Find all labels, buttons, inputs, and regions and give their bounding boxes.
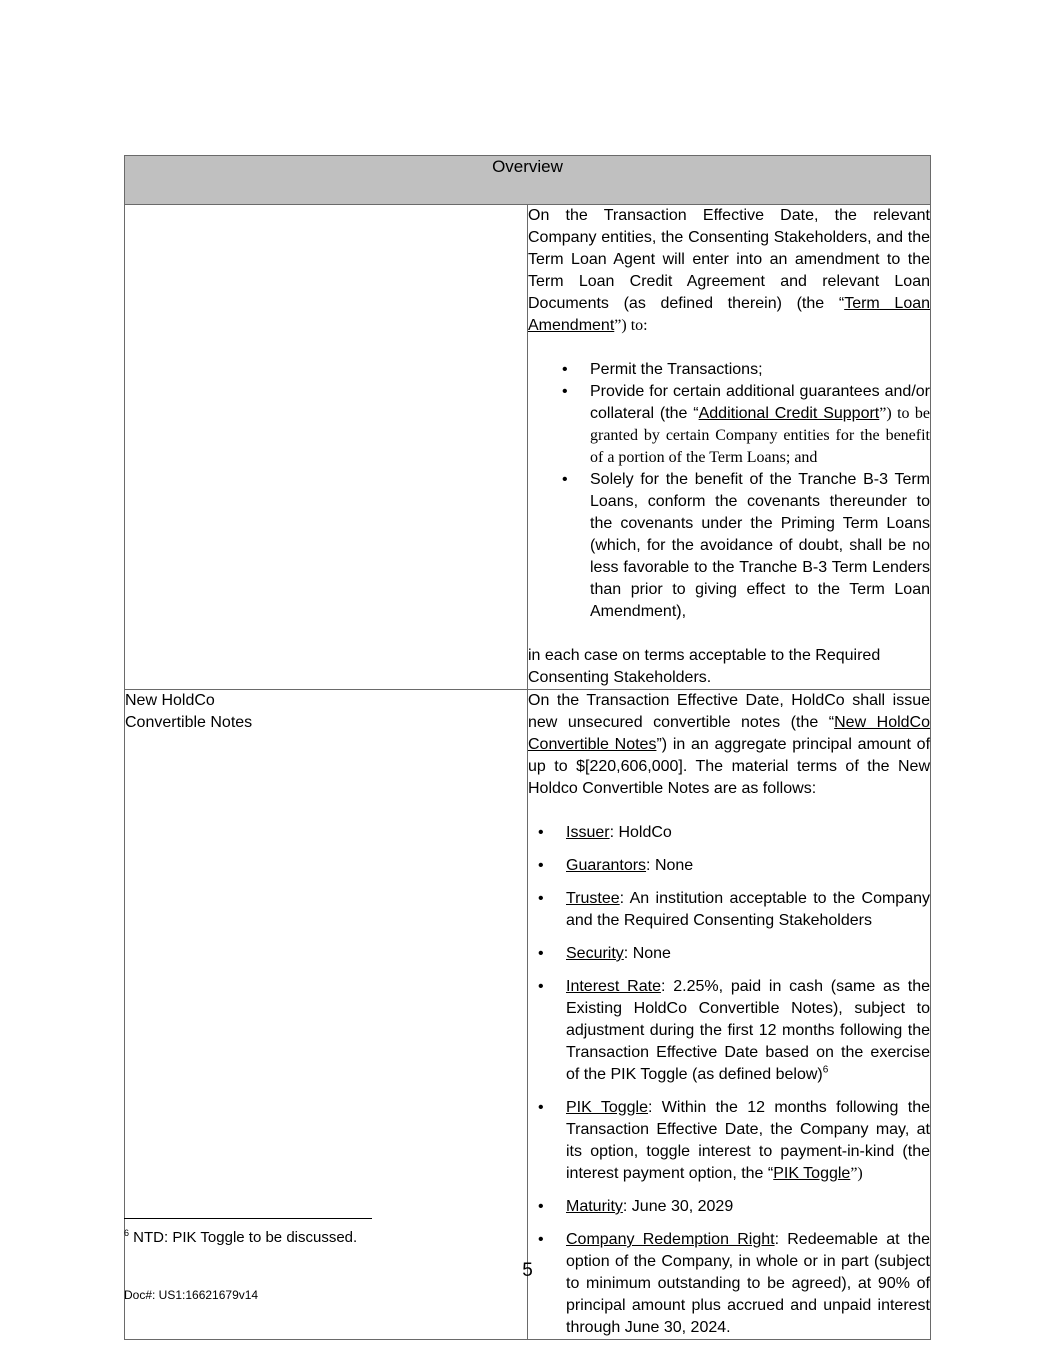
- row-content-new-holdco-convertible-notes: [528, 690, 931, 1340]
- term-loan-closing: in each case on terms acceptable to the Required Consenting Stakeholders.: [528, 647, 881, 686]
- row-label-line: Convertible Notes: [125, 714, 253, 731]
- list-item-text: Solely for the benefit of the Tranche B-3 Term Loans, conform the covenants thereunder to the covenants under the Priming Term Loans (which, for the avoidance of doubt, shall be no less favorable to the Tranche B-3 Term Lenders than prior to giving effect to the Term Loan Amendment),: [590, 471, 930, 620]
- footnote-reference[interactable]: 6: [822, 1064, 829, 1076]
- intro-text: On the Transaction Effective Date, HoldCo shall issue new unsecured convertible notes (the “: [528, 692, 930, 731]
- bullet-icon: •: [538, 857, 544, 874]
- term-label-guarantors: Guarantors: [566, 857, 647, 874]
- bullet-icon: •: [562, 471, 568, 488]
- convertible-notes-intro: [528, 690, 930, 800]
- term-label-interest-rate: Interest Rate: [566, 978, 661, 995]
- list-item: [562, 381, 930, 469]
- term-value: : HoldCo: [609, 824, 672, 841]
- term-loan-bullet-list: [528, 359, 930, 623]
- term-value: : 2.25%, paid in cash (same as the Existing HoldCo Convertible Notes), subject to adjustment during the first 12 months following the Transaction Effective Date based on the exercise of the PIK Toggle (as defined below): [566, 978, 930, 1083]
- list-item: [538, 822, 930, 844]
- list-item: [538, 888, 930, 932]
- list-item-text: Permit the Transactions;: [590, 361, 763, 378]
- term-label-company-redemption-right: Company Redemption Right: [566, 1231, 775, 1248]
- list-item: [538, 943, 930, 965]
- bullet-icon: •: [538, 824, 544, 841]
- term-value: : An institution acceptable to the Company and the Required Consenting Stakeholders: [566, 890, 930, 929]
- footnote-text: NTD: PIK Toggle to be discussed.: [129, 1229, 358, 1246]
- footnote-number: 6: [124, 1228, 130, 1238]
- row-label-empty: [125, 205, 528, 690]
- list-item-text: Provide for certain additional guarantees and/or collateral (the “: [590, 383, 930, 422]
- list-item: [538, 1097, 931, 1185]
- term-value: : None: [623, 945, 671, 962]
- term-label-pik-toggle: PIK Toggle: [566, 1099, 648, 1116]
- term-label-trustee: Trustee: [566, 890, 620, 907]
- footnote-divider: [124, 1218, 372, 1219]
- row-label-line: New HoldCo: [125, 692, 215, 709]
- term-label-maturity: Maturity: [566, 1198, 623, 1215]
- defined-term-additional-credit-support: Additional Credit Support: [698, 405, 880, 422]
- bullet-icon: •: [562, 361, 568, 378]
- list-item: [538, 1196, 930, 1218]
- document-id: Doc#: US1:16621679v14: [124, 1288, 259, 1302]
- table-header-row: [125, 156, 931, 205]
- list-item: [538, 976, 930, 1086]
- intro-text: On the Transaction Effective Date, the relevant Company entities, the Consenting Stakeholders, and the Term Loan Agent will enter into an amendment to the Term Loan Credit Agreement and relevant Loan Documents (as defined therein) (the “: [528, 207, 930, 312]
- page-number: 5: [522, 1260, 533, 1281]
- term-value: : Redeemable at the option of the Company, in whole or in part (subject to minimum outstanding to be agreed), at 90% of principal amount plus accrued and unpaid interest through June 30, 2024.: [566, 1231, 930, 1336]
- bullet-icon: •: [562, 383, 568, 400]
- term-sheet-table: [124, 155, 931, 1340]
- list-item: [538, 1229, 930, 1339]
- intro-suffix: ”) in an aggregate principal amount of up to $[220,606,000]. The material terms of the New Holdco Convertible Notes are as follows:: [528, 736, 931, 797]
- bullet-icon: •: [538, 890, 544, 907]
- defined-term-term-loan-amendment: Term Loan Amendment: [528, 295, 931, 334]
- term-loan-intro: [528, 205, 930, 337]
- term-value-suffix: ”): [850, 1165, 863, 1182]
- list-item-text: ”) to be granted by certain Company entities for the benefit of a portion of the Term Loans; and: [590, 405, 930, 466]
- footnote: [124, 1228, 357, 1248]
- row-content-term-loan-amendment: [528, 205, 931, 690]
- intro-suffix: ”) to:: [614, 317, 648, 334]
- bullet-icon: •: [538, 1099, 544, 1116]
- term-label-security: Security: [566, 945, 624, 962]
- defined-term-new-holdco-convertible-notes: New HoldCo Convertible Notes: [528, 714, 930, 753]
- overview-header: Overview: [125, 156, 931, 205]
- list-item: [562, 469, 930, 623]
- list-item: [538, 855, 930, 877]
- term-value: : Within the 12 months following the Transaction Effective Date, the Company may, at its option, toggle interest to payment-in-kind (the interest payment option, the “: [566, 1099, 931, 1182]
- bullet-icon: •: [538, 1198, 544, 1215]
- table-row-term-loan-amendment: [125, 205, 931, 690]
- list-item: [562, 359, 930, 381]
- bullet-icon: •: [538, 1231, 544, 1248]
- bullet-icon: •: [538, 945, 544, 962]
- defined-term-pik-toggle: PIK Toggle: [773, 1165, 851, 1182]
- term-value: : None: [646, 857, 694, 874]
- term-label-issuer: Issuer: [566, 824, 610, 841]
- bullet-icon: •: [538, 978, 544, 995]
- term-value: : June 30, 2029: [622, 1198, 734, 1215]
